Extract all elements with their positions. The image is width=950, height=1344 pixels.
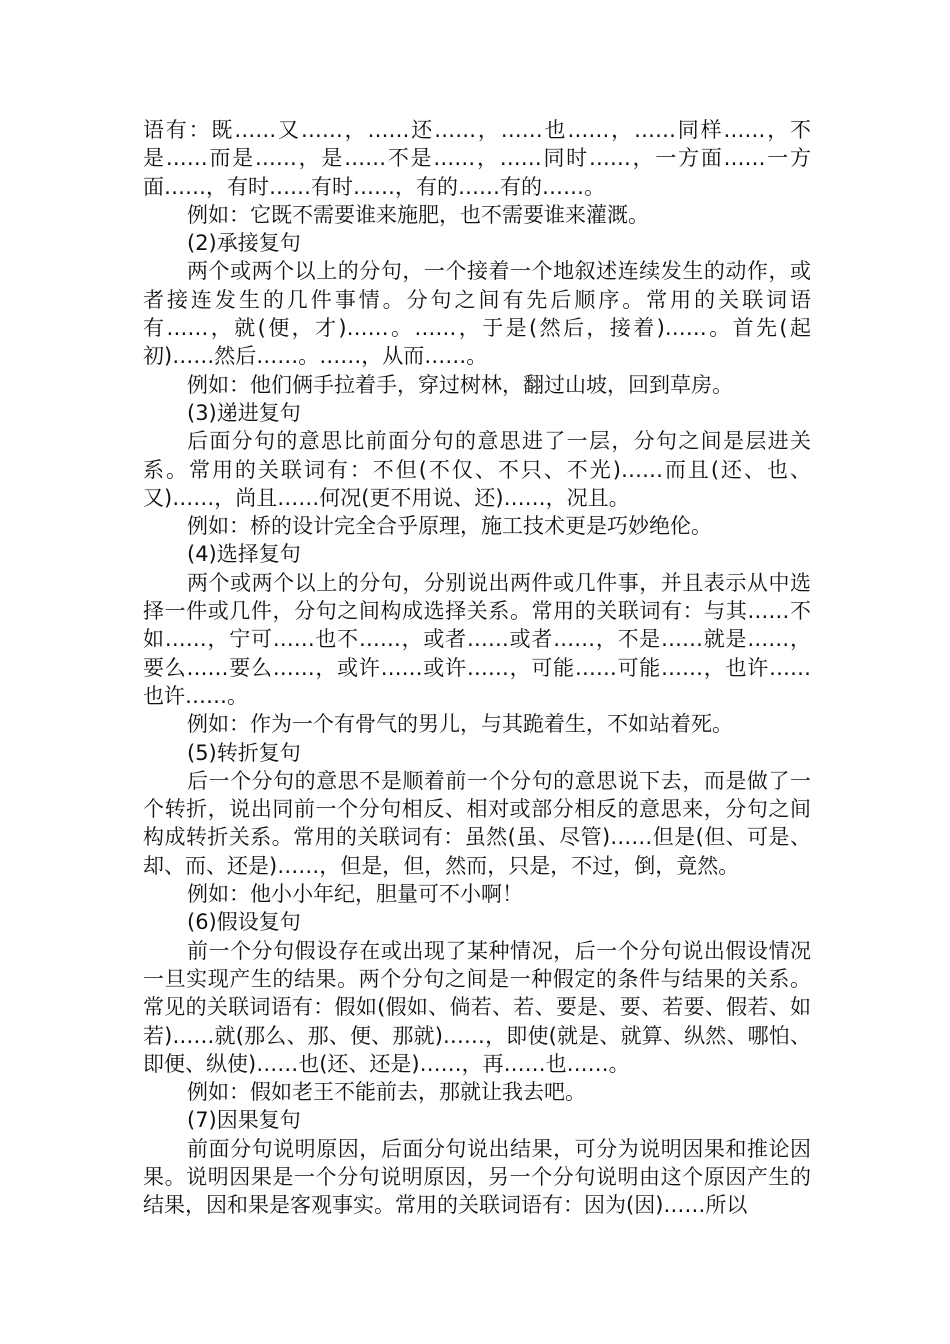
example-sentence: 例如：桥的设计完全合乎原理，施工技术更是巧妙绝伦。 [187,514,712,539]
example-sentence: 例如：它既不需要谁来施肥，也不需要谁来灌溉。 [187,202,649,227]
paragraph: 两个或两个以上的分句，一个接着一个地叙述连续发生的动作，或者接连发生的几件事情。分句之间有先后顺序。常用的关联词语有……，就(便，才)……。……，于是(然后，接着)……。首先(起初)……然后……。……，从而……。 [143,259,811,369]
paragraph: 前面分句说明原因，后面分句说出结果，可分为说明因果和推论因果。说明因果是一个分句说明原因，另一个分句说明由这个原因产生的结果，因和果是客观事实。常用的关联词语有：因为(因)……所以 [143,1136,811,1218]
paragraph: 后一个分句的意思不是顺着前一个分句的意思说下去，而是做了一个转折，说出同前一个分句相反、相对或部分相反的意思来，分句之间构成转折关系。常用的关联词有：虽然(虽、尽管)……但是(但、可是、却、而、还是)……，但是，但，然而，只是，不过，倒，竟然。 [143,768,811,878]
section-heading: (6)假设复句 [187,910,301,935]
section-heading: (3)递进复句 [187,400,301,425]
section-heading: (5)转折复句 [187,740,301,765]
section-heading: (4)选择复句 [187,542,301,567]
example-sentence: 例如：假如老王不能前去，那就让我去吧。 [187,1080,586,1105]
paragraph: 语有：既……又……，……还……，……也……，……同样……，不是……而是……，是……不是……，……同时……，一方面……一方面……，有时……有时……，有的……有的……。 [143,118,811,199]
section-heading: (7)因果复句 [187,1108,301,1133]
body-text [143,116,811,1220]
paragraph: 后面分句的意思比前面分句的意思进了一层，分句之间是层进关系。常用的关联词有：不但(不仅、不只、不光)……而且(还、也、又)……，尚且……何况(更不用说、还)……，况且。 [143,429,811,510]
paragraph: 前一个分句假设存在或出现了某种情况，后一个分句说出假设情况一旦实现产生的结果。两个分句之间是一种假定的条件与结果的关系。常见的关联词语有：假如(假如、倘若、若、要是、要、若要、假若、如若)……就(那么、那、便、那就)……，即使(就是、就算、纵然、哪怕、即便、纵使)……也(还、还是)……，再……也……。 [143,938,811,1076]
example-sentence: 例如：他们俩手拉着手，穿过树林，翻过山坡，回到草房。 [187,372,733,397]
example-sentence: 例如：他小小年纪，胆量可不小啊！ [187,882,523,907]
example-sentence: 例如：作为一个有骨气的男儿，与其跪着生，不如站着死。 [187,712,733,737]
section-heading: (2)承接复句 [187,231,301,256]
paragraph: 两个或两个以上的分句，分别说出两件或几件事，并且表示从中选择一件或几件，分句之间构成选择关系。常用的关联词有：与其……不如……，宁可……也不……，或者……或者……，不是……就是……，要么……要么……，或许……或许……，可能……可能……，也许……也许……。 [143,570,811,708]
